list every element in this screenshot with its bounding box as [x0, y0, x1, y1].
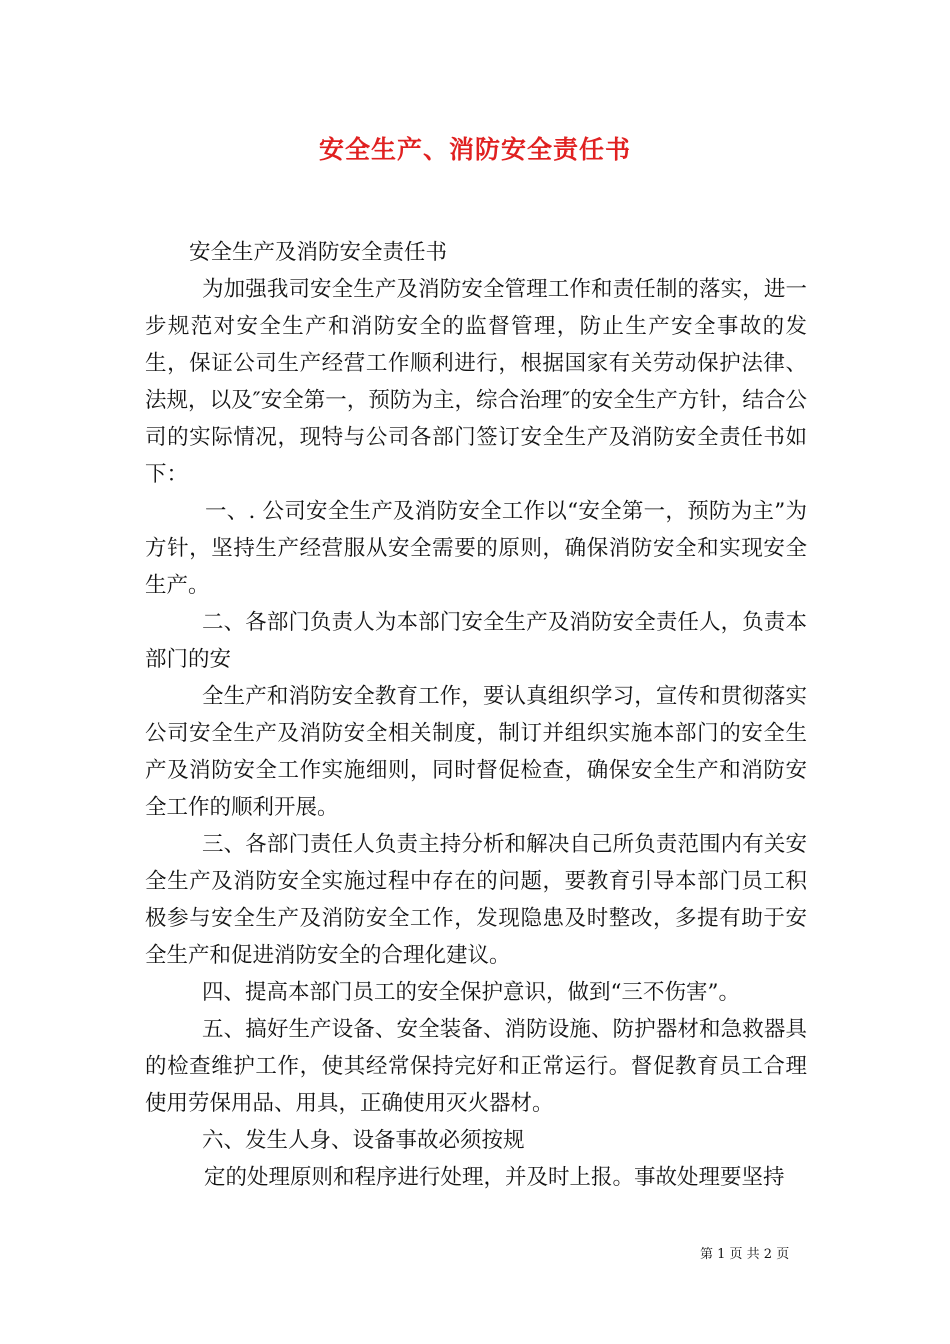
intro-paragraph: 为加强我司安全生产及消防安全管理工作和责任制的落实，进一步规范对安全生产和消防安全的监督管理，防止生产安全事故的发生，保证公司生产经营工作顺利进行，根据国家有关劳动保护法律、法规，以及″安全第一，预防为主，综合治理″的安全生产方针，结合公司的实际情况，现特与公司各部门签订安全生产及消防安全责任书如下： [145, 277, 807, 487]
document-title: 安全生产、消防安全责任书 [318, 135, 631, 164]
document-body [145, 234, 807, 1196]
page-number: 第 1 页 共 2 页 [700, 1247, 790, 1262]
clause-6-part-a: 六、发生人身、设备事故必须按规 [202, 1128, 525, 1153]
clause-2-part-b: 全生产和消防安全教育工作，要认真组织学习，宣传和贯彻落实公司安全生产及消防安全相关制度，制订并组织实施本部门的安全生产及消防安全工作实施细则，同时督促检查，确保安全生产和消防安全工作的顺利开展。 [145, 684, 807, 820]
clause-6-part-b: 定的处理原则和程序进行处理，并及时上报。事故处理要坚持 [204, 1165, 785, 1190]
clause-3: 三、各部门责任人负责主持分析和解决自己所负责范围内有关安全生产及消防安全实施过程中存在的问题，要教育引导本部门员工积极参与安全生产及消防安全工作，发现隐患及时整改，多提有助于安全生产和促进消防安全的合理化建议。 [145, 832, 807, 968]
document-subtitle: 安全生产及消防安全责任书 [189, 240, 448, 265]
clause-2-part-a: 二、各部门负责人为本部门安全生产及消防安全责任人，负责本部门的安 [145, 610, 807, 672]
clause-4: 四、提高本部门员工的安全保护意识，做到“三不伤害”。 [202, 980, 740, 1005]
clause-5: 五、搞好生产设备、安全装备、消防设施、防护器材和急救器具的检查维护工作，使其经常保持完好和正常运行。督促教育员工合理使用劳保用品、用具，正确使用灭火器材。 [145, 1017, 807, 1116]
clause-1: 一、. 公司安全生产及消防安全工作以“安全第一，预防为主”为方针，坚持生产经营服从安全需要的原则，确保消防安全和实现安全生产。 [145, 499, 807, 598]
